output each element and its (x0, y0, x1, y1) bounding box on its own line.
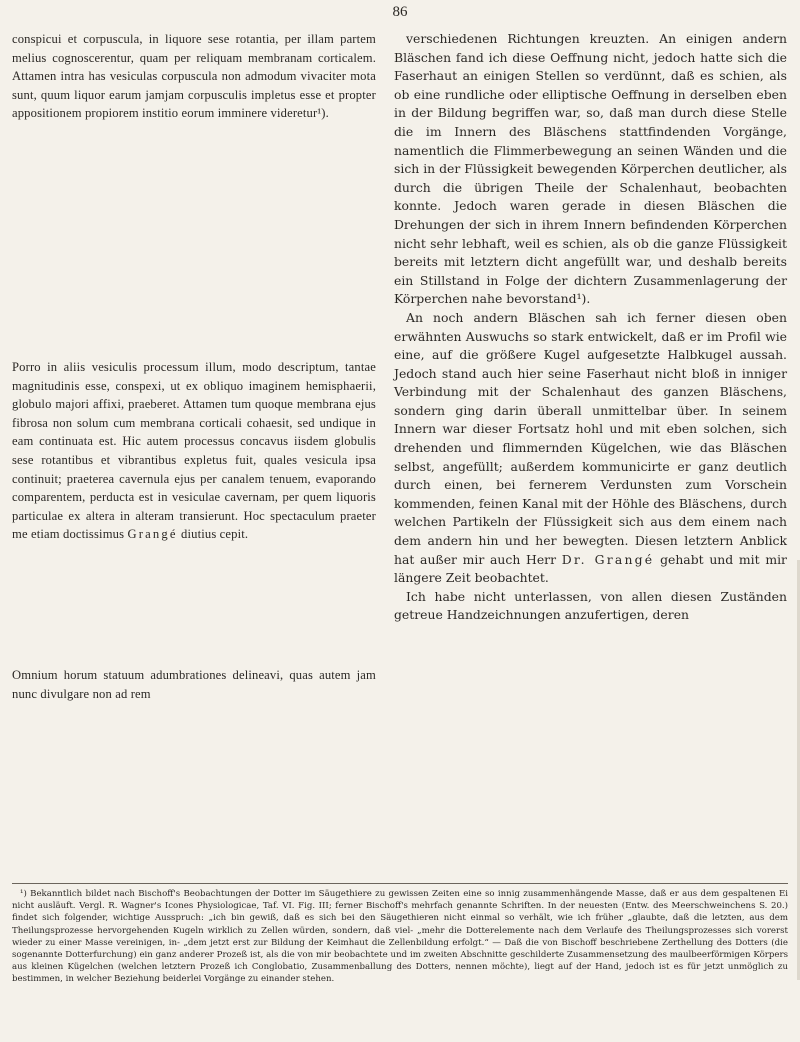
latin-name-grange: Grangé (127, 527, 178, 542)
latin-paragraph-1: conspicui et corpuscula, in liquore sese rotantia, per illam partem melius cognoscerentur, quam per reliquam membranam corticalem. Attamen intra has vesiculas corpuscula non admodum vivaciter mota sunt, quum liquor earum jamjam corpusculis impletus esse et propter appositionem propiorem institio eorum imminere videretur¹). (12, 32, 376, 121)
german-column (394, 30, 787, 625)
german-paragraph-2 (394, 309, 787, 588)
footnote-1: ¹) Bekanntlich bildet nach Bischoff's Beobachtungen der Dotter im Säugethiere zu gewissen Zeiten eine so innig zusammenhängende Masse, daß er aus dem gespaltenen Ei nicht ausläuft. Vergl. R. Wagner's Icones Physiologicae, Taf. VI. Fig. III; ferner Bischoff's mehrfach genannte Schriften. In der neuesten (Entw. des Meerschweinchens S. 20.) findet sich folgender, wichtige Ausspruch: „ich bin gewiß, daß es sich bei den Säugethieren nicht einmal so verhält, wie ich früher „glaubte, daß die letzten, aus dem Theilungsprozesse hervorgehenden Kugeln wirklich zu Zellen würden, sondern, daß viel- „mehr die Dotterelemente nach dem Verlaufe des Theilungsprozesses sich vorerst wieder zu einer Masse vereinigen, in- „dem jetzt erst zur Bildung der Keimhaut die Zellenbildung erfolgt.“ — Daß die von Bischoff beschriebene Zerthellung des Dotters (die sogenannte Dotterfurchung) ein ganz anderer Prozeß ist, als die von mir beobachtete und im zweiten Abschnitte geschilderte Zusammensetzung des maulbeerförmigen Körpers aus kleinen Kügelchen (welchen letztern Prozeß ich Conglobatio, Zusammenballung des Dotters, nennen möchte), liegt auf der Hand, jedoch ist es für jetzt unmöglich zu bestimmen, in welcher Beziehung beiderlei Vorgänge zu einander stehen. (12, 889, 788, 985)
latin-paragraph-2 (12, 358, 376, 544)
latin-paragraph-2-end: diutius cepit. (181, 527, 249, 542)
latin-paragraph-2-text: Porro in aliis vesiculis processum illum, modo descriptum, tantae magnitudinis esse, conspexi, ut ex obliquo imaginem hemisphaerii, globulo majori affixi, praeberet. Attamen tum quoque membrana ejus fibrosa non solum cum membrana corticali cohaesit, sed undique in eam continuata est. Hic autem processus concavus iisdem globulis sese rotantibus et vibrantibus expletus fuit, quales vesicula ipsa continuit; praeterea cavernula ejus per canalem tenuem, evaporando comparentem, perducta est in vesiculae cavernam, per quem liquoris particulae ex altera in alteram transierunt. Hoc spectaculum praeter me etiam doctissimus (12, 360, 376, 542)
german-paragraph-1: verschiedenen Richtungen kreuzten. An einigen andern Bläschen fand ich diese Oeffnung nicht, jedoch hatte sich die Faserhaut an einigen Stellen so verdünnt, daß es schien, als ob eine rundliche oder elliptische Oeffnung in derselben eben in der Bildung begriffen war, so, daß man durch diese Stelle die im Innern des Bläschens stattfindenden Vorgänge, namentlich die Flimmerbewegung an seinen Wänden und die sich in der Flüssigkeit bewegenden Körperchen deutlicher, als durch die übrigen Theile der Schalenhaut, beobachten konnte. Jedoch waren gerade in diesen Bläschen die Drehungen der sich in ihrem Innern befindenden Körperchen nicht sehr lebhaft, weil es schien, als ob die ganze Flüssigkeit bereits mit letztern dicht angefüllt war, und deshalb bereits ein Stillstand in Folge der dichtern Zusammenlagerung der Körperchen nahe bevorstand¹). (394, 31, 787, 307)
german-paragraph-3: Ich habe nicht unterlassen, von allen diesen Zuständen getreue Handzeichnungen anzufertigen, deren (394, 588, 787, 623)
latin-paragraph-3: Omnium horum statuum adumbrationes delineavi, quas autem jam nunc divulgare non ad rem (12, 668, 376, 701)
german-name-grange: Dr. Grangé (561, 551, 655, 567)
german-paragraph-2-text: An noch andern Bläschen sah ich ferner diesen oben erwähnten Auswuchs so stark entwickelt, daß er im Profil wie eine, auf die größere Kugel aufgesetzte Halbkugel aussah. Jedoch stand auch hier seine Faserhaut nicht bloß in inniger Verbindung mit der Schalenhaut des ganzen Bläschens, sondern ging darin überall unmittelbar über. In seinem Innern war dieser Fortsatz hohl und mit eben solchen, sich drehenden und flimmernden Kügelchen, wie das Bläschen selbst, angefüllt; außerdem kommunicirte er ganz deutlich durch einen, bei fernerem Verdunsten zum Vorschein kommenden, feinen Kanal mit der Höhle des Bläschens, durch welchen Partikeln der Flüssigkeit sich aus dem einem nach dem andern hin und her bewegten. Diesen letztern Anblick hat außer mir auch Herr (394, 309, 787, 567)
footnotes (12, 883, 788, 986)
german-paragraph-2-end: gehabt und mit mir längere Zeit beobachtet. (394, 551, 787, 586)
page-number: 86 (392, 4, 408, 20)
